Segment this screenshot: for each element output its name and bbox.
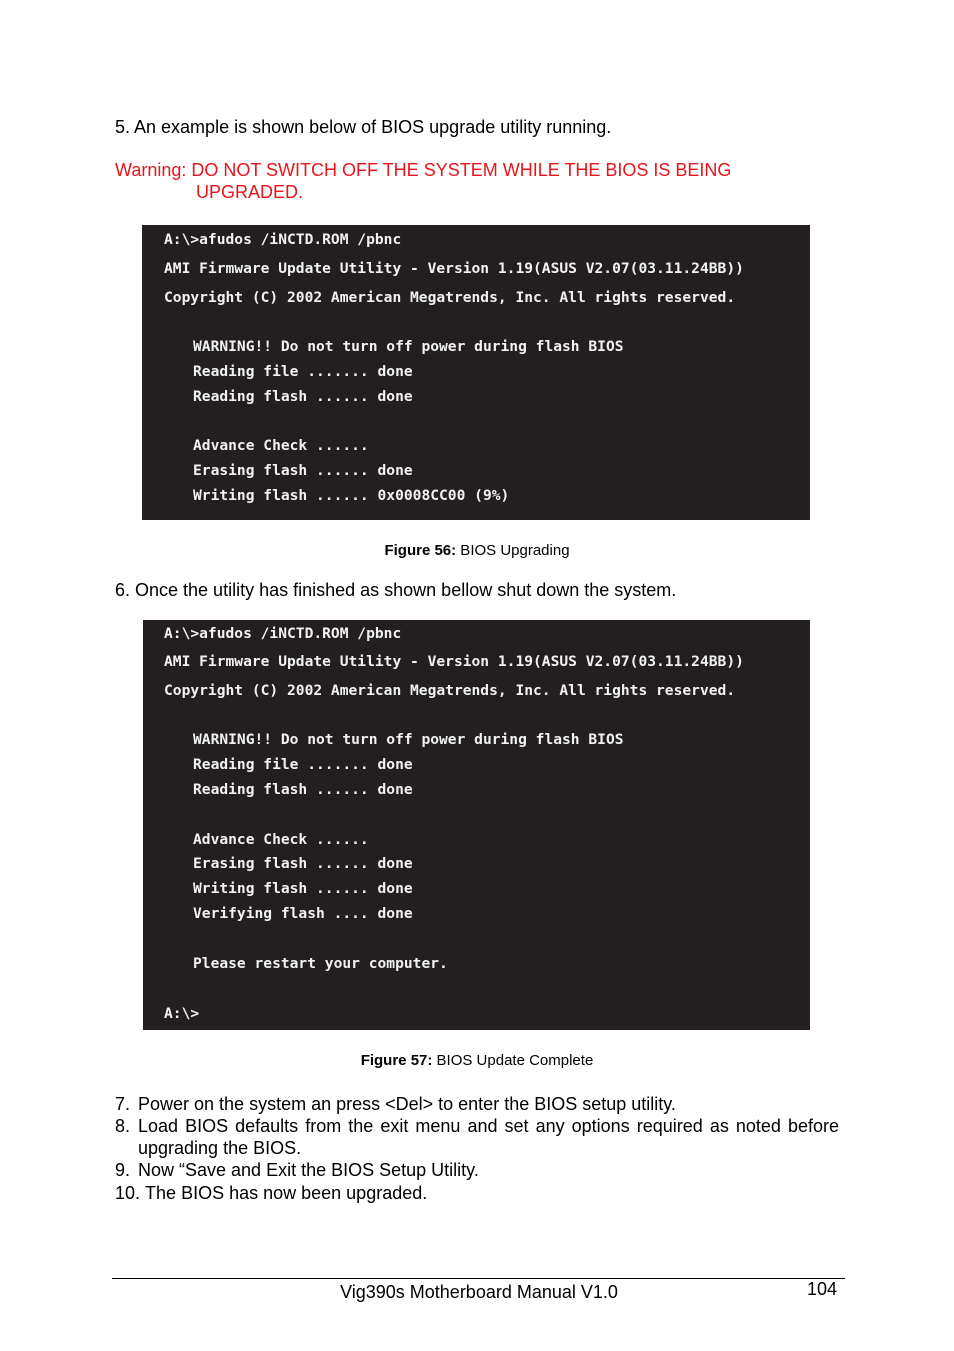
terminal-line: Verifying flash .... done (193, 905, 413, 922)
terminal-prompt: A:\> (164, 1005, 200, 1022)
list-item (115, 1115, 839, 1159)
terminal-line: A:\>afudos /iNCTD.ROM /pbnc (164, 231, 402, 248)
steps-list (115, 1093, 839, 1204)
terminal-line: Advance Check ...... (193, 831, 369, 848)
warning-line-2: UPGRADED. (196, 182, 304, 202)
step-number: 10. (115, 1183, 141, 1203)
step-text: Load BIOS defaults from the exit menu and set any options required as noted before upgrading the BIOS. (138, 1116, 839, 1158)
figure-56-caption (0, 542, 954, 559)
terminal-line: Please restart your computer. (193, 955, 448, 972)
step-number: 8. (115, 1116, 131, 1136)
step-5-text: 5. An example is shown below of BIOS upgrade utility running. (115, 117, 612, 137)
bios-upgrading-screenshot (142, 225, 810, 520)
terminal-line: Writing flash ...... done (193, 880, 413, 897)
list-item (115, 1182, 839, 1204)
page-number: 104 (807, 1279, 838, 1299)
terminal-line: Reading file ....... done (193, 756, 413, 773)
footer-title: Vig390s Motherboard Manual V1.0 (340, 1282, 618, 1302)
terminal-line: AMI Firmware Update Utility - Version 1.19(ASUS V2.07(03.11.24BB)) (164, 653, 744, 670)
figure-57-caption (0, 1052, 954, 1069)
terminal-line: Copyright (C) 2002 American Megatrends, Inc. All rights reserved. (164, 289, 736, 306)
terminal-line: Advance Check ...... (193, 437, 369, 454)
terminal-line: A:\>afudos /iNCTD.ROM /pbnc (164, 625, 402, 642)
step-text: The BIOS has now been upgraded. (145, 1183, 428, 1203)
figure-57-label: Figure 57: (360, 1052, 433, 1069)
terminal-line: WARNING!! Do not turn off power during flash BIOS (193, 731, 624, 748)
footer-divider (112, 1278, 845, 1279)
terminal-line: AMI Firmware Update Utility - Version 1.19(ASUS V2.07(03.11.24BB)) (164, 260, 744, 277)
figure-57-title: BIOS Update Complete (432, 1052, 594, 1069)
figure-56-label: Figure 56: (384, 542, 457, 559)
step-6-text: 6. Once the utility has finished as shown bellow shut down the system. (115, 580, 677, 600)
figure-56-title: BIOS Upgrading (456, 542, 570, 559)
terminal-line: Copyright (C) 2002 American Megatrends, Inc. All rights reserved. (164, 682, 736, 699)
step-text: Now “Save and Exit the BIOS Setup Utility. (138, 1160, 479, 1180)
step-text: Power on the system an press <Del> to enter the BIOS setup utility. (138, 1094, 676, 1114)
step-number: 7. (115, 1094, 131, 1114)
step-number: 9. (115, 1160, 131, 1180)
terminal-line: Erasing flash ...... done (193, 855, 413, 872)
warning-line-1: Warning: DO NOT SWITCH OFF THE SYSTEM WHILE THE BIOS IS BEING (115, 160, 732, 180)
terminal-line: Reading file ....... done (193, 363, 413, 380)
warning-notice (115, 159, 731, 203)
terminal-line: Erasing flash ...... done (193, 462, 413, 479)
terminal-line: WARNING!! Do not turn off power during flash BIOS (193, 338, 624, 355)
terminal-line: Reading flash ...... done (193, 781, 413, 798)
terminal-line: Writing flash ...... 0x0008CC00 (9%) (193, 487, 510, 504)
terminal-line: Reading flash ...... done (193, 388, 413, 405)
bios-update-complete-screenshot (143, 620, 810, 1030)
list-item (115, 1159, 839, 1181)
list-item (115, 1093, 839, 1115)
